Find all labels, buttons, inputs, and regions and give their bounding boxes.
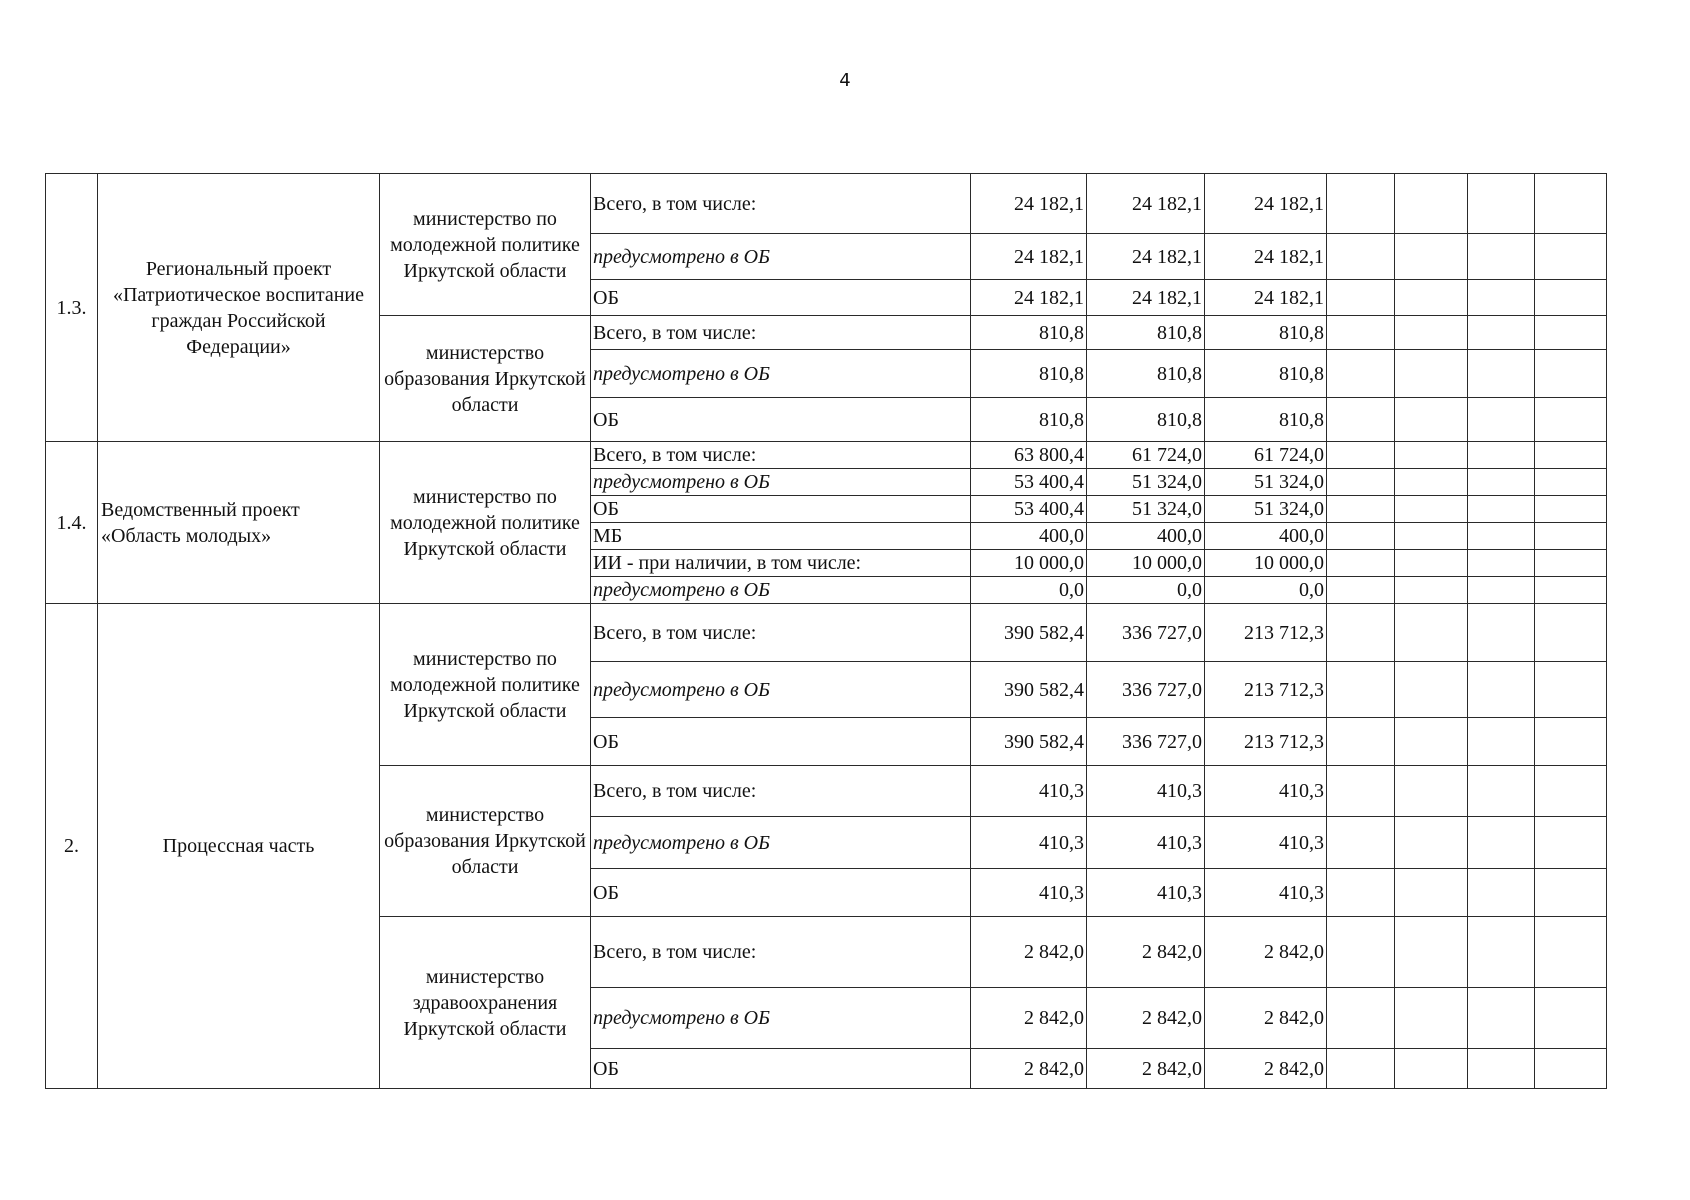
amount-cell: 390 582,4 <box>971 718 1087 766</box>
amount-cell: 0,0 <box>1205 577 1327 604</box>
empty-cell <box>1327 718 1395 766</box>
empty-cell <box>1535 766 1607 817</box>
empty-cell <box>1327 869 1395 917</box>
amount-cell: 61 724,0 <box>1087 442 1205 469</box>
empty-cell <box>1395 577 1468 604</box>
amount-cell: 400,0 <box>1205 523 1327 550</box>
amount-cell: 2 842,0 <box>1205 988 1327 1049</box>
amount-cell: 390 582,4 <box>971 662 1087 718</box>
amount-cell: 410,3 <box>971 817 1087 869</box>
empty-cell <box>1327 316 1395 350</box>
amount-cell: 2 842,0 <box>971 1049 1087 1089</box>
empty-cell <box>1535 523 1607 550</box>
empty-cell <box>1395 398 1468 442</box>
amount-cell: 400,0 <box>971 523 1087 550</box>
amount-cell: 24 182,1 <box>1087 174 1205 234</box>
funding-source: предусмотрено в ОБ <box>591 817 971 869</box>
empty-cell <box>1395 766 1468 817</box>
funding-source: предусмотрено в ОБ <box>591 988 971 1049</box>
executor: министерство образования Иркутской области <box>380 766 591 917</box>
amount-cell: 10 000,0 <box>1087 550 1205 577</box>
empty-cell <box>1468 496 1535 523</box>
funding-source: Всего, в том числе: <box>591 604 971 662</box>
empty-cell <box>1395 718 1468 766</box>
empty-cell <box>1535 398 1607 442</box>
page-number: 4 <box>839 70 851 91</box>
empty-cell <box>1468 766 1535 817</box>
amount-cell: 810,8 <box>971 350 1087 398</box>
empty-cell <box>1395 469 1468 496</box>
section-number: 1.4. <box>46 442 98 604</box>
table-body <box>46 174 1607 1089</box>
empty-cell <box>1327 988 1395 1049</box>
section-name: Ведомственный проект «Область молодых» <box>98 442 380 604</box>
amount-cell: 213 712,3 <box>1205 662 1327 718</box>
empty-cell <box>1395 280 1468 316</box>
empty-cell <box>1395 350 1468 398</box>
amount-cell: 336 727,0 <box>1087 662 1205 718</box>
amount-cell: 410,3 <box>1205 869 1327 917</box>
section-name: Процессная часть <box>98 604 380 1089</box>
empty-cell <box>1327 496 1395 523</box>
funding-source: Всего, в том числе: <box>591 316 971 350</box>
amount-cell: 24 182,1 <box>971 174 1087 234</box>
amount-cell: 24 182,1 <box>1087 234 1205 280</box>
empty-cell <box>1535 442 1607 469</box>
funding-source: Всего, в том числе: <box>591 174 971 234</box>
empty-cell <box>1535 1049 1607 1089</box>
empty-cell <box>1535 718 1607 766</box>
empty-cell <box>1468 869 1535 917</box>
funding-source: ОБ <box>591 1049 971 1089</box>
amount-cell: 24 182,1 <box>1087 280 1205 316</box>
empty-cell <box>1327 766 1395 817</box>
amount-cell: 24 182,1 <box>1205 174 1327 234</box>
empty-cell <box>1468 917 1535 988</box>
amount-cell: 24 182,1 <box>971 234 1087 280</box>
amount-cell: 810,8 <box>1087 398 1205 442</box>
funding-source: ИИ - при наличии, в том числе: <box>591 550 971 577</box>
amount-cell: 810,8 <box>1205 350 1327 398</box>
amount-cell: 410,3 <box>1205 817 1327 869</box>
empty-cell <box>1468 234 1535 280</box>
empty-cell <box>1468 604 1535 662</box>
empty-cell <box>1468 469 1535 496</box>
amount-cell: 2 842,0 <box>1205 1049 1327 1089</box>
empty-cell <box>1327 817 1395 869</box>
empty-cell <box>1535 496 1607 523</box>
funding-source: Всего, в том числе: <box>591 766 971 817</box>
amount-cell: 2 842,0 <box>1087 917 1205 988</box>
empty-cell <box>1468 174 1535 234</box>
empty-cell <box>1468 988 1535 1049</box>
empty-cell <box>1327 398 1395 442</box>
empty-cell <box>1327 917 1395 988</box>
empty-cell <box>1468 662 1535 718</box>
amount-cell: 810,8 <box>1205 316 1327 350</box>
funding-source: предусмотрено в ОБ <box>591 577 971 604</box>
empty-cell <box>1535 917 1607 988</box>
empty-cell <box>1468 718 1535 766</box>
empty-cell <box>1535 550 1607 577</box>
amount-cell: 61 724,0 <box>1205 442 1327 469</box>
amount-cell: 213 712,3 <box>1205 718 1327 766</box>
amount-cell: 51 324,0 <box>1205 496 1327 523</box>
empty-cell <box>1535 350 1607 398</box>
amount-cell: 53 400,4 <box>971 469 1087 496</box>
funding-source: ОБ <box>591 280 971 316</box>
funding-source: ОБ <box>591 496 971 523</box>
amount-cell: 2 842,0 <box>1087 988 1205 1049</box>
empty-cell <box>1535 869 1607 917</box>
amount-cell: 53 400,4 <box>971 496 1087 523</box>
empty-cell <box>1468 1049 1535 1089</box>
amount-cell: 410,3 <box>1087 869 1205 917</box>
table-row <box>46 174 1607 234</box>
amount-cell: 410,3 <box>1205 766 1327 817</box>
funding-source: предусмотрено в ОБ <box>591 234 971 280</box>
amount-cell: 0,0 <box>971 577 1087 604</box>
empty-cell <box>1468 280 1535 316</box>
amount-cell: 24 182,1 <box>1205 234 1327 280</box>
section-number: 2. <box>46 604 98 1089</box>
empty-cell <box>1468 316 1535 350</box>
empty-cell <box>1535 988 1607 1049</box>
empty-cell <box>1395 817 1468 869</box>
funding-source: предусмотрено в ОБ <box>591 662 971 718</box>
amount-cell: 51 324,0 <box>1087 496 1205 523</box>
funding-source: ОБ <box>591 869 971 917</box>
empty-cell <box>1395 869 1468 917</box>
section-name: Региональный проект «Патриотическое воспитание граждан Российской Федерации» <box>98 174 380 442</box>
table-row <box>46 604 1607 662</box>
empty-cell <box>1395 442 1468 469</box>
empty-cell <box>1395 496 1468 523</box>
empty-cell <box>1468 577 1535 604</box>
empty-cell <box>1468 398 1535 442</box>
amount-cell: 2 842,0 <box>1087 1049 1205 1089</box>
amount-cell: 10 000,0 <box>971 550 1087 577</box>
amount-cell: 410,3 <box>971 869 1087 917</box>
empty-cell <box>1468 817 1535 869</box>
empty-cell <box>1395 604 1468 662</box>
amount-cell: 2 842,0 <box>971 917 1087 988</box>
amount-cell: 810,8 <box>971 316 1087 350</box>
empty-cell <box>1468 550 1535 577</box>
amount-cell: 24 182,1 <box>1205 280 1327 316</box>
empty-cell <box>1468 523 1535 550</box>
amount-cell: 336 727,0 <box>1087 718 1205 766</box>
amount-cell: 10 000,0 <box>1205 550 1327 577</box>
empty-cell <box>1327 280 1395 316</box>
amount-cell: 810,8 <box>1205 398 1327 442</box>
amount-cell: 2 842,0 <box>971 988 1087 1049</box>
empty-cell <box>1327 550 1395 577</box>
funding-source: ОБ <box>591 398 971 442</box>
empty-cell <box>1327 523 1395 550</box>
funding-source: предусмотрено в ОБ <box>591 469 971 496</box>
empty-cell <box>1468 350 1535 398</box>
amount-cell: 410,3 <box>971 766 1087 817</box>
empty-cell <box>1395 988 1468 1049</box>
empty-cell <box>1395 917 1468 988</box>
empty-cell <box>1535 577 1607 604</box>
empty-cell <box>1395 234 1468 280</box>
empty-cell <box>1535 234 1607 280</box>
section-number: 1.3. <box>46 174 98 442</box>
empty-cell <box>1327 234 1395 280</box>
funding-source: Всего, в том числе: <box>591 442 971 469</box>
empty-cell <box>1327 1049 1395 1089</box>
empty-cell <box>1468 442 1535 469</box>
amount-cell: 810,8 <box>1087 350 1205 398</box>
empty-cell <box>1535 174 1607 234</box>
executor: министерство по молодежной политике Иркутской области <box>380 442 591 604</box>
empty-cell <box>1327 350 1395 398</box>
empty-cell <box>1535 604 1607 662</box>
empty-cell <box>1327 662 1395 718</box>
executor: министерство здравоохранения Иркутской области <box>380 917 591 1089</box>
empty-cell <box>1327 469 1395 496</box>
empty-cell <box>1327 577 1395 604</box>
amount-cell: 0,0 <box>1087 577 1205 604</box>
amount-cell: 51 324,0 <box>1087 469 1205 496</box>
empty-cell <box>1535 469 1607 496</box>
empty-cell <box>1535 662 1607 718</box>
amount-cell: 63 800,4 <box>971 442 1087 469</box>
amount-cell: 24 182,1 <box>971 280 1087 316</box>
funding-source: предусмотрено в ОБ <box>591 350 971 398</box>
empty-cell <box>1535 316 1607 350</box>
amount-cell: 410,3 <box>1087 817 1205 869</box>
executor: министерство образования Иркутской области <box>380 316 591 442</box>
table-row <box>46 442 1607 469</box>
empty-cell <box>1327 174 1395 234</box>
amount-cell: 400,0 <box>1087 523 1205 550</box>
empty-cell <box>1327 442 1395 469</box>
amount-cell: 410,3 <box>1087 766 1205 817</box>
executor: министерство по молодежной политике Иркутской области <box>380 174 591 316</box>
executor: министерство по молодежной политике Иркутской области <box>380 604 591 766</box>
amount-cell: 51 324,0 <box>1205 469 1327 496</box>
empty-cell <box>1535 817 1607 869</box>
amount-cell: 810,8 <box>971 398 1087 442</box>
empty-cell <box>1395 662 1468 718</box>
amount-cell: 2 842,0 <box>1205 917 1327 988</box>
empty-cell <box>1395 316 1468 350</box>
funding-source: Всего, в том числе: <box>591 917 971 988</box>
empty-cell <box>1395 523 1468 550</box>
empty-cell <box>1535 280 1607 316</box>
empty-cell <box>1395 174 1468 234</box>
funding-source: ОБ <box>591 718 971 766</box>
amount-cell: 810,8 <box>1087 316 1205 350</box>
budget-table <box>45 173 1607 1089</box>
amount-cell: 336 727,0 <box>1087 604 1205 662</box>
empty-cell <box>1395 550 1468 577</box>
amount-cell: 213 712,3 <box>1205 604 1327 662</box>
amount-cell: 390 582,4 <box>971 604 1087 662</box>
empty-cell <box>1395 1049 1468 1089</box>
funding-source: МБ <box>591 523 971 550</box>
empty-cell <box>1327 604 1395 662</box>
